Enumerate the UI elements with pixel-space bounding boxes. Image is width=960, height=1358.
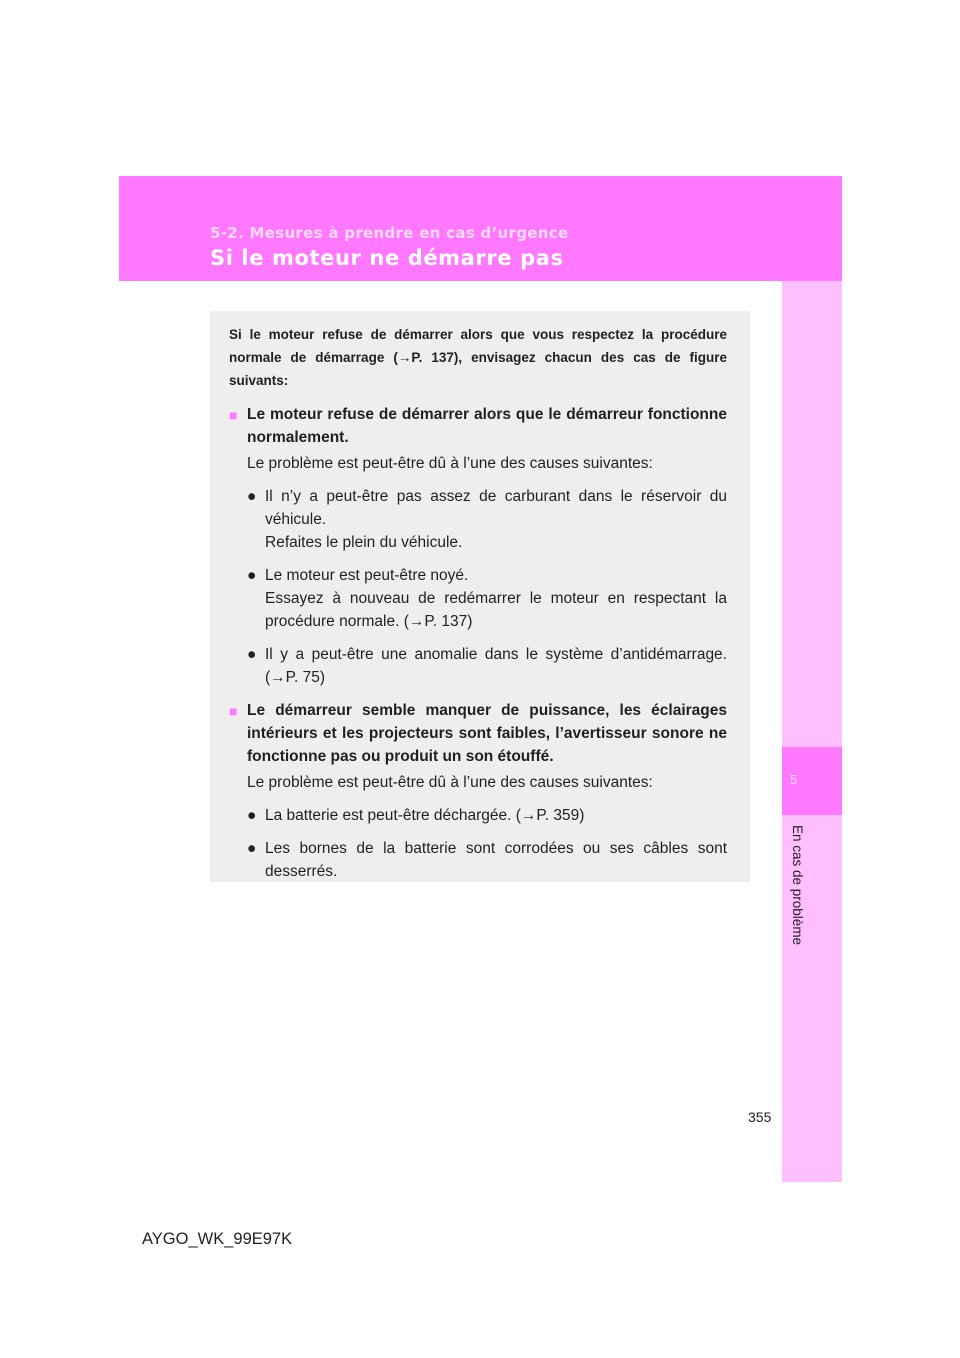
pink-square-icon: ■: [229, 703, 238, 719]
document-id: AYGO_WK_99E97K: [142, 1230, 293, 1248]
list-item-text: Il n’y a peut-être pas assez de carburant dans le réservoir du véhicule.: [265, 488, 727, 528]
section-heading-text: Le démarreur semble manquer de puissance, les éclairages intérieurs et les projecteurs sont faibles, l’avertisseur sonore ne fonctionne pas ou produit un son étouffé.: [247, 702, 727, 765]
list-item-note: Refaites le plein du véhicule.: [265, 534, 463, 551]
chapter-side-strip: [782, 281, 842, 1182]
black-dot-icon: ●: [247, 567, 257, 584]
page-number: 355: [748, 1109, 772, 1125]
list-item: [229, 564, 727, 633]
chapter-tab-number: 5: [790, 772, 798, 787]
section-heading-text: Le moteur refuse de démarrer alors que le démarreur fonctionne normalement.: [247, 406, 727, 446]
list-item-text: La batterie est peut-être déchargée. (→P. 359): [265, 807, 585, 824]
list-item: [229, 643, 727, 689]
pink-square-icon: ■: [229, 407, 238, 423]
section-heading: [229, 403, 727, 449]
black-dot-icon: ●: [247, 646, 257, 663]
list-item-text: Le moteur est peut-être noyé.: [265, 567, 469, 584]
black-dot-icon: ●: [247, 807, 257, 824]
content-box: [210, 311, 750, 882]
black-dot-icon: ●: [247, 840, 257, 857]
intro-text: Si le moteur refuse de démarrer alors que vous respectez la procédure normale de démarrage (→P. 137), envisagez chacun des cas de figure suivants:: [229, 327, 727, 388]
list-item-text: Il y a peut-être une anomalie dans le système d’antidémarrage. (→P. 75): [265, 646, 727, 686]
page-title: Si le moteur ne démarre pas: [210, 246, 564, 270]
cause-intro: Le problème est peut-être dû à l’une des causes suivantes:: [247, 774, 653, 791]
list-item: [229, 804, 727, 827]
list-item: [229, 837, 727, 883]
list-item-text: Les bornes de la batterie sont corrodées ou ses câbles sont desserrés.: [265, 840, 727, 880]
cause-intro: Le problème est peut-être dû à l’une des causes suivantes:: [247, 455, 653, 472]
section-label: 5-2. Mesures à prendre en cas d’urgence: [210, 224, 569, 242]
list-item: [229, 485, 727, 554]
section-heading: [229, 699, 727, 768]
black-dot-icon: ●: [247, 488, 257, 505]
list-item-note: Essayez à nouveau de redémarrer le moteur en respectant la procédure normale. (→P. 137): [265, 590, 727, 630]
chapter-title-vertical: En cas de problème: [790, 825, 805, 946]
